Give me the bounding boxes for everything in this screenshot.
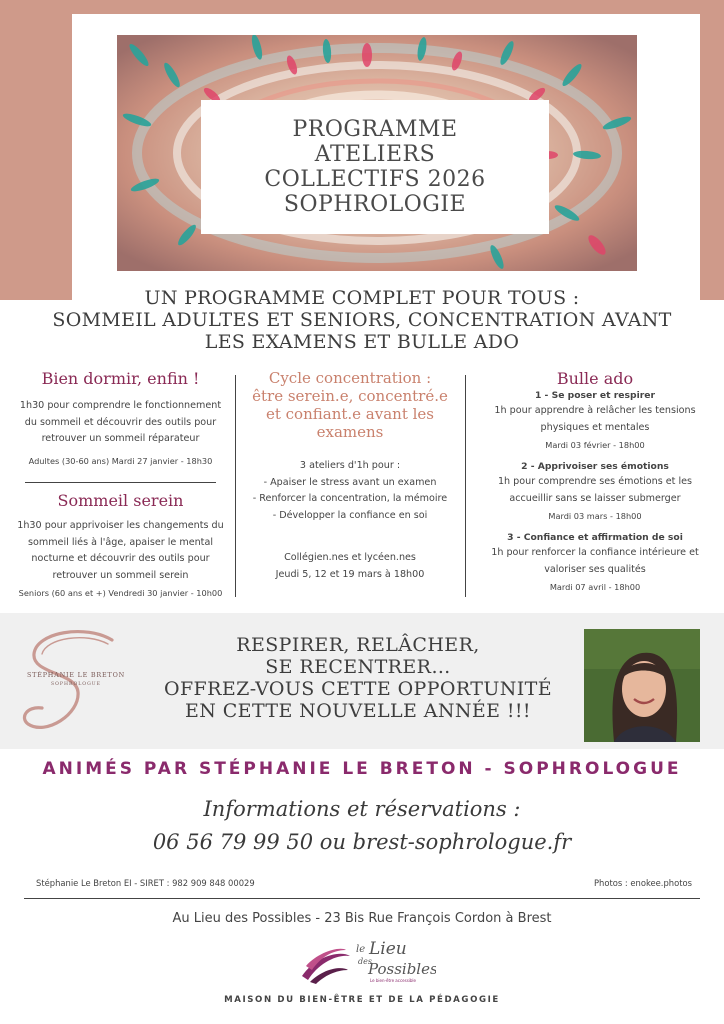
lieu-des-possibles-logo xyxy=(296,936,436,988)
column-sleep-seniors xyxy=(8,491,233,600)
concentration-bullets: - Apaiser le stress avant un examen - Renforcer la concentration, la mémoire - Développer la confiance en soi xyxy=(252,476,448,521)
section-desc-sommeil-serein: 1h30 pour apprivoiser les changements du sommeil liés à l'âge, apaiser le mental nocturne et découvrir des outils pour retrouver un sommeil serein xyxy=(17,520,224,581)
section-title-bien-dormir: Bien dormir, enfin ! xyxy=(41,369,200,388)
svg-text:Le bien-être accessible: Le bien-être accessible xyxy=(370,978,416,983)
column-sleep xyxy=(8,369,233,468)
concentration-dates: Jeudi 5, 12 et 19 mars à 18h00 xyxy=(275,568,425,580)
vertical-divider-left xyxy=(235,375,236,597)
concentration-intro: 3 ateliers d'1h pour : xyxy=(299,460,401,471)
column-divider xyxy=(25,482,216,483)
bulle-item-2: 2 - Apprivoiser ses émotions 1h pour comprendre ses émotions et les accueillir sans se laisser submerger Mardi 03 mars - 18h00 xyxy=(497,461,693,521)
section-meta-bien-dormir: Adultes (30-60 ans) Mardi 27 janvier - 18h30 xyxy=(28,455,213,466)
portrait-photo xyxy=(584,629,700,742)
programme-title: PROGRAMME ATELIERS COLLECTIFS 2026 SOPHROLOGIE xyxy=(264,117,486,217)
logo-sub: SOPHROLOGUE xyxy=(51,682,101,687)
section-title-concentration: Cycle concentration : être serein.e, concentré.e et confiant.e avant les examens xyxy=(252,369,448,441)
svg-text:des: des xyxy=(358,957,372,966)
vertical-divider-right xyxy=(465,375,466,597)
section-meta-sommeil-serein: Seniors (60 ans et +) Vendredi 30 janvier - 10h00 xyxy=(18,588,223,598)
title-box xyxy=(201,100,549,234)
photo-credit: Photos : enokee.photos xyxy=(593,878,692,888)
facilitator-line: ANIMÉS PAR STÉPHANIE LE BRETON - SOPHROLOGUE xyxy=(42,759,682,779)
concentration-audience: Collégien.nes et lycéen.nes xyxy=(284,552,416,563)
svg-text:Lieu: Lieu xyxy=(369,939,407,959)
section-desc-bien-dormir: 1h30 pour comprendre le fonctionnement du sommeil et découvrir des outils pour retrouver un sommeil réparateur xyxy=(19,400,222,444)
svg-text:le: le xyxy=(356,944,366,955)
info-label: Informations et réservations : xyxy=(203,797,521,821)
venue-address: Au Lieu des Possibles - 23 Bis Rue François Cordon à Brest xyxy=(172,911,552,926)
logo-name: STÉPHANIE LE BRETON xyxy=(26,671,126,679)
svg-text:Possibles: Possibles xyxy=(368,960,436,978)
column-bulle-ado xyxy=(470,369,720,594)
section-title-bulle-ado: Bulle ado xyxy=(556,369,634,388)
bulle-item-3: 3 - Confiance et affirmation de soi 1h pour renforcer la confiance intérieure et valoriser ses qualités Mardi 07 avril - 18h00 xyxy=(491,532,699,592)
quote-text: RESPIRER, RELÂCHER, SE RECENTRER… OFFREZ-VOUS CETTE OPPORTUNITÉ EN CETTE NOUVELLE ANNÉE !!! xyxy=(163,634,553,722)
bulle-item-1: 1 - Se poser et respirer 1h pour apprendre à relâcher les tensions physiques et mentales Mardi 03 février - 18h00 xyxy=(494,390,696,450)
phone-and-website[interactable]: 06 56 79 99 50 ou brest-sophrologue.fr xyxy=(152,830,572,854)
section-title-sommeil-serein: Sommeil serein xyxy=(57,491,184,510)
siret-text: Stéphanie Le Breton EI - SIRET : 982 909 848 00029 xyxy=(36,878,255,888)
column-concentration xyxy=(240,369,460,583)
program-headline: UN PROGRAMME COMPLET POUR TOUS : SOMMEIL ADULTES ET SENIORS, CONCENTRATION AVANT LES EXAMENS ET BULLE ADO xyxy=(52,287,672,353)
maison-tagline: MAISON DU BIEN-ÊTRE ET DE LA PÉDAGOGIE xyxy=(224,995,500,1005)
brand-logo xyxy=(16,628,136,740)
footer-divider xyxy=(24,898,700,899)
